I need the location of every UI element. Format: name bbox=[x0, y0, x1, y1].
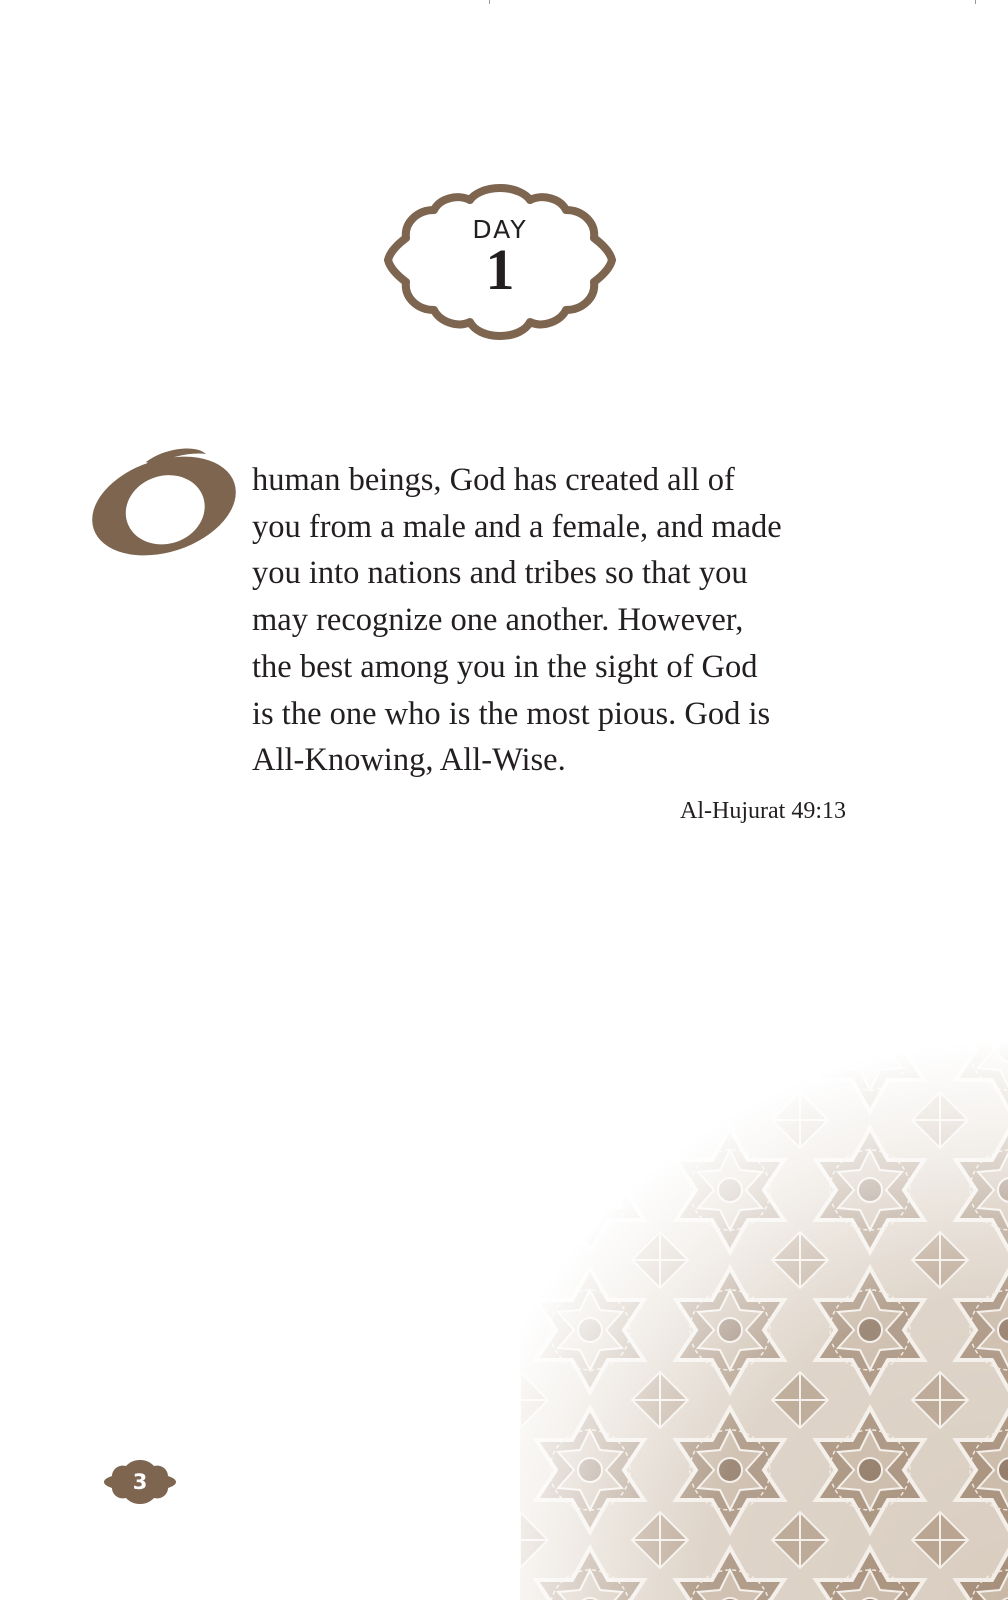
verse-line: the best among you in the sight of God bbox=[252, 648, 758, 685]
crop-mark bbox=[489, 0, 490, 4]
verse-line: may recognize one another. However, bbox=[252, 602, 744, 639]
page-number: 3 bbox=[132, 1470, 148, 1494]
crop-mark bbox=[975, 0, 976, 4]
page-number-badge bbox=[104, 1458, 176, 1506]
day-label: DAY bbox=[472, 215, 528, 244]
islamic-geometric-pattern-icon bbox=[520, 980, 1008, 1600]
verse-line: is the one who is the most pious. God is bbox=[252, 695, 771, 732]
ornamental-letter-o-icon bbox=[84, 440, 244, 570]
day-number: 1 bbox=[485, 237, 515, 302]
verse-text bbox=[252, 457, 862, 784]
day-badge bbox=[382, 182, 618, 342]
corner-ornament bbox=[520, 980, 1008, 1600]
verse-line: human beings, God has created all of bbox=[252, 462, 735, 498]
drop-cap-letter bbox=[84, 440, 244, 570]
verse-line: All-Knowing, All-Wise. bbox=[252, 742, 566, 779]
verse-line: you into nations and tribes so that you bbox=[252, 555, 748, 592]
verse-line: you from a male and a female, and made bbox=[252, 508, 782, 545]
verse-reference: Al-Hujurat 49:13 bbox=[680, 798, 846, 824]
